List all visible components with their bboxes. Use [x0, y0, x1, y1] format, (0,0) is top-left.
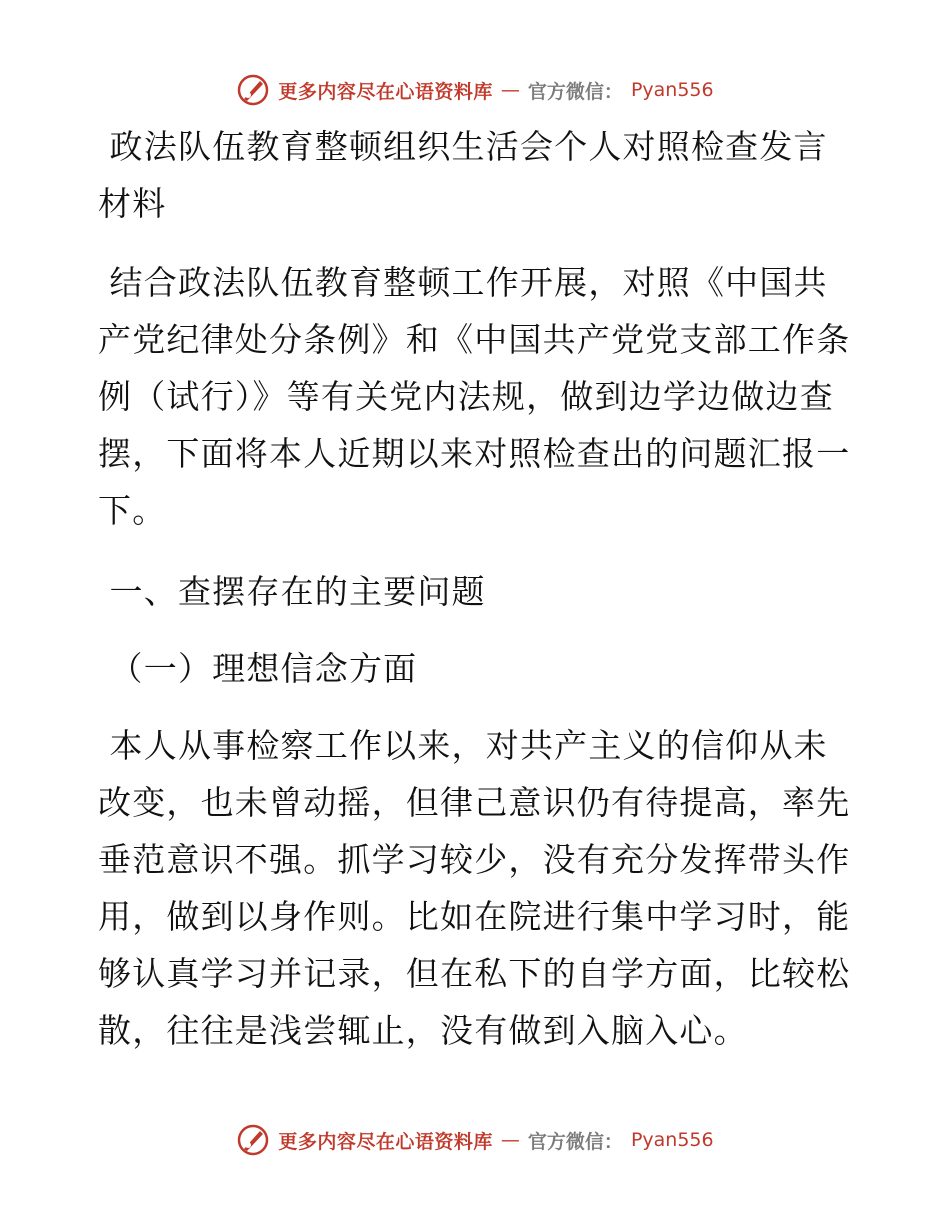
intro-paragraph: 结合政法队伍教育整顿工作开展，对照《中国共产党纪律处分条例》和《中国共产党党支部工作条例（试行）》等有关党内法规，做到边学边做边查摆，下面将本人近期以来对照检查出的问题汇报一下。	[98, 263, 851, 530]
quill-logo-icon	[236, 73, 270, 107]
watermark-brand-text: 更多内容尽在心语资料库	[278, 80, 493, 103]
watermark-official-label: 官方微信：	[527, 1130, 623, 1153]
subsection-heading: （一）理想信念方面	[109, 649, 418, 688]
watermark-handle: Pyan556	[630, 79, 714, 101]
watermark-dash: —	[500, 1129, 520, 1151]
section-heading: 一、查摆存在的主要问题	[109, 572, 486, 611]
subsection-body-paragraph: 本人从事检察工作以来，对共产主义的信仰从未改变，也未曾动摇，但律己意识仍有待提高，率先垂范意识不强。抓学习较少，没有充分发挥带头作用，做到以身作则。比如在院进行集中学习时，能够认真学习并记录，但在私下的自学方面，比较松散，往往是浅尝辄止，没有做到入脑入心。	[98, 726, 851, 1050]
document-title: 政法队伍教育整顿组织生活会个人对照检查发言材料	[98, 127, 828, 223]
watermark-official-label: 官方微信：	[527, 80, 623, 103]
watermark-dash: —	[500, 79, 520, 101]
footer-watermark	[0, 1120, 950, 1160]
document-body	[98, 118, 858, 1083]
watermark-brand-text: 更多内容尽在心语资料库	[278, 1130, 493, 1153]
header-watermark	[0, 70, 950, 110]
watermark-handle: Pyan556	[630, 1129, 714, 1151]
quill-logo-icon	[236, 1123, 270, 1157]
